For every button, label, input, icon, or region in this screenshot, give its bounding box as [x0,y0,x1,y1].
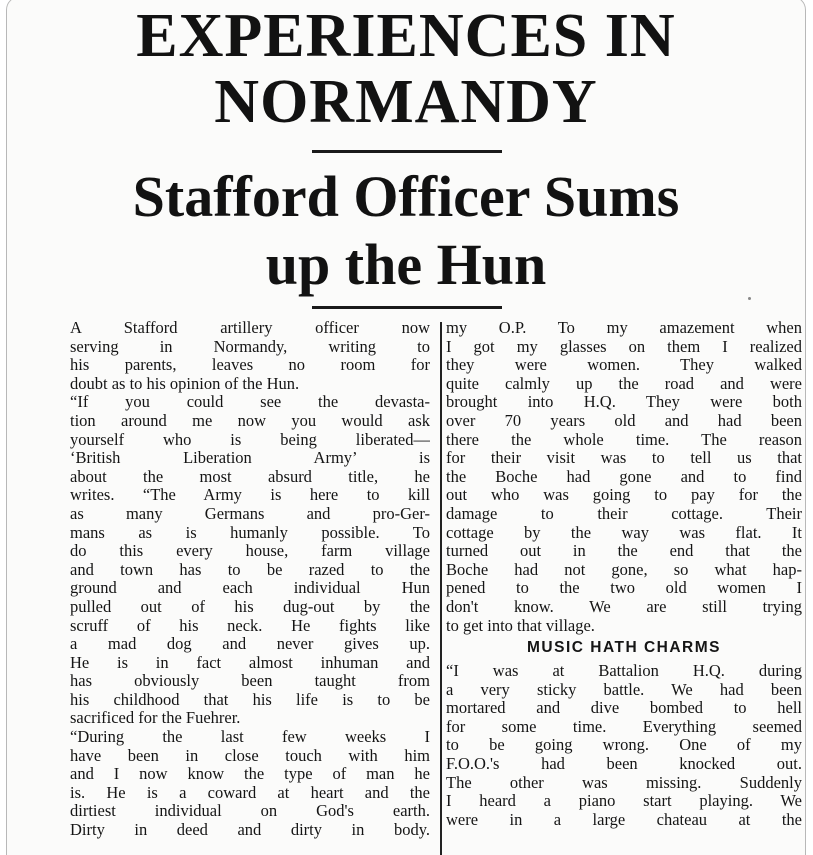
column-right-top-text [446,319,802,635]
text-line: a mad dog and never gives up. [70,635,430,654]
text-line: mans as is humanly possible. To [70,523,430,542]
text-line: to be going wrong. One of my [446,736,802,755]
text-line: serving in Normandy, writing to [70,337,430,356]
text-line: has obviously been taught from [70,672,430,691]
text-line: they were women. They walked [446,356,802,375]
headline-divider [312,150,502,153]
text-line: He is in fact almost inhuman and [70,653,430,672]
text-line: yourself who is being liberated— [70,430,430,449]
column-right-bottom-text [446,662,802,829]
text-line: I heard a piano start playing. We [446,792,802,811]
text-line: tion around me now you would ask [70,411,430,430]
text-line: I got my glasses on them I realized [446,337,802,356]
text-line: his parents, leaves no room for [70,356,430,375]
text-line: “During the last few weeks I [70,728,430,747]
headline-line-1: EXPERIENCES IN [136,2,676,70]
text-line: his childhood that his life is to be [70,690,430,709]
text-line: out who was going to pay for the [446,486,802,505]
text-line: about the most absurd title, he [70,467,430,486]
text-line: The other was missing. Suddenly [446,773,802,792]
section-heading: MUSIC HATH CHARMS [527,639,721,657]
text-line: pened to the two old women I [446,579,802,598]
text-line: do this every house, farm village [70,542,430,561]
text-line: there the whole time. The reason [446,430,802,449]
text-line: mortared and dive bombed to hell [446,699,802,718]
text-line: have been in close touch with him [70,746,430,765]
text-line: “I was at Battalion H.Q. during [446,662,802,681]
text-line: cottage by the way was flat. It [446,523,802,542]
text-line: to get into that village. [446,616,595,635]
text-line: as many Germans and pro-Ger- [70,504,430,523]
headline-line-2: NORMANDY [214,68,598,136]
text-line: “If you could see the devasta- [70,393,430,412]
text-line: doubt as to his opinion of the Hun. [70,374,300,393]
text-line: over 70 years old and had been [446,411,802,430]
text-line: for their visit was to tell us that [446,449,802,468]
text-line: damage to their cottage. Their [446,504,802,523]
text-line: scruff of his neck. He fights like [70,616,430,635]
text-line: sacrificed for the Fuehrer. [70,709,241,728]
text-line: A Stafford artillery officer now [70,319,430,337]
print-speck [748,297,751,300]
text-line: brought into H.Q. They were both [446,393,802,412]
text-line: ground and each individual Hun [70,579,430,598]
text-line: quite calmly up the road and were [446,374,802,393]
text-line: turned out in the end that the [446,542,802,561]
text-line: dirtiest individual on God's earth. [70,802,430,821]
text-line: were in a large chateau at the [446,810,802,829]
text-line: my O.P. To my amazement when [446,319,802,337]
text-line: is. He is a coward at heart and the [70,783,430,802]
text-line: pulled out of his dug-out by the [70,597,430,616]
text-line: writes. “The Army is here to kill [70,486,430,505]
subheadline-divider [312,306,502,309]
text-line: ‘British Liberation Army’ is [70,449,430,468]
text-line: Dirty in deed and dirty in body. [70,821,430,840]
text-line: for some time. Everything seemed [446,717,802,736]
text-line: and town has to be razed to the [70,560,430,579]
text-line: F.O.O.'s had been knocked out. [446,755,802,774]
subheadline-line-1: Stafford Officer Sums [132,164,680,229]
text-line: Boche had not gone, so what hap- [446,560,802,579]
text-line: don't know. We are still trying [446,597,802,616]
article-column-right [446,319,802,829]
text-line: and I now know the type of man he [70,765,430,784]
column-divider [440,322,442,855]
subheadline-line-2: up the Hun [265,232,547,297]
text-line: the Boche had gone and to find [446,467,802,486]
article-column-left [70,319,430,840]
text-line: a very sticky battle. We had been [446,680,802,699]
